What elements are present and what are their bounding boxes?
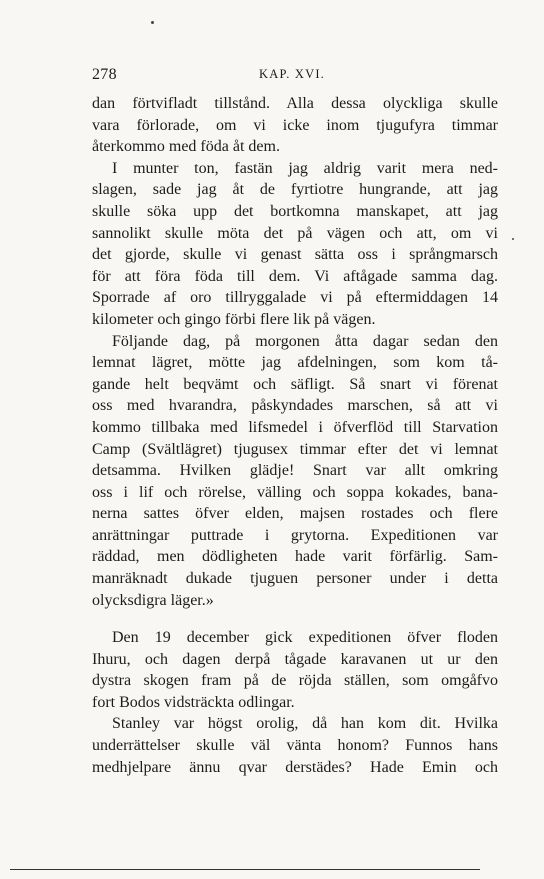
text-line: detsamma. Hvilken glädje! Snart var allt omkring <box>92 462 498 480</box>
text-line: för att föra föda till dem. Vi aftågade samma dag. <box>92 267 498 285</box>
text-line: skulle söka upp det bortkomna manskapet, att jag <box>92 202 498 220</box>
text-line: underrättelser skulle väl vänta honom? Funnos hans <box>92 736 498 754</box>
text-line: Den 19 december gick expeditionen öfver floden <box>112 629 498 646</box>
ink-speck <box>151 21 154 24</box>
text-block-2 <box>92 627 498 778</box>
ink-speck <box>512 238 514 240</box>
chapter-heading: KAP. XVI. <box>259 67 326 81</box>
text-line: sannolikt skulle möta det på vägen och att, om vi <box>92 224 498 242</box>
text-line: dan förtvifladt tillstånd. Alla dessa olyckliga skulle <box>92 95 498 112</box>
text-line: oss med hvarandra, påskyndades marschen, så att vi <box>92 397 498 415</box>
text-line: anrättningar puttrade i grytorna. Expeditionen var <box>92 526 498 544</box>
text-line: Stanley var högst orolig, då han kom dit. Hvilka <box>112 715 498 733</box>
text-line: återkommo med föda åt dem. <box>92 138 280 156</box>
text-block-1 <box>92 93 498 611</box>
text-line: vara förlorade, om vi icke inom tjugufyra timmar <box>92 116 498 134</box>
text-line: gande helt beqvämt och säfligt. Så snart vi förenat <box>92 375 498 393</box>
text-line: räddad, men dödligheten hade varit förfärlig. Sam- <box>92 548 498 566</box>
page-edge-line <box>10 869 480 870</box>
text-line: manräknadt dukade tjuguen personer under i detta <box>92 570 498 588</box>
text-line: nerna sattes öfver elden, majsen rostades och flere <box>92 505 498 523</box>
text-line: Ihuru, och dagen derpå tågade karavanen ut ur den <box>92 650 498 668</box>
text-line: Camp (Svältlägret) tjugusex timmar efter det vi lemnat <box>92 440 498 458</box>
text-line: olycksdigra läger.» <box>92 591 214 609</box>
text-line: lemnat lägret, mötte jag afdelningen, som kom tå- <box>92 354 498 372</box>
text-line: slagen, sade jag åt de fyrtiotre hungrande, att jag <box>92 181 498 199</box>
text-line: kommo tillbaka med lifsmedel i öfverflöd till Starvation <box>92 418 498 436</box>
text-line: Följande dag, på morgonen åtta dagar sedan den <box>112 332 498 350</box>
text-line: I munter ton, fastän jag aldrig varit mera ned- <box>112 159 498 177</box>
text-line: dystra skogen fram på de röjda ställen, som omgåfvo <box>92 672 498 690</box>
page-number: 278 <box>92 66 117 83</box>
text-line: fort Bodos vidsträckta odlingar. <box>92 693 295 711</box>
text-line: oss i lif och rörelse, välling och soppa kokades, bana- <box>92 483 498 501</box>
page-header <box>92 66 498 86</box>
text-line: kilometer och gingo förbi flere lik på vägen. <box>92 310 376 328</box>
text-line: medhjelpare ännu qvar derstädes? Hade Emin och <box>92 758 498 776</box>
text-line: det gjorde, skulle vi genast sätta oss i språngmarsch <box>92 246 498 264</box>
text-line: Sporrade af oro tillryggalade vi på eftermiddagen 14 <box>92 289 498 307</box>
